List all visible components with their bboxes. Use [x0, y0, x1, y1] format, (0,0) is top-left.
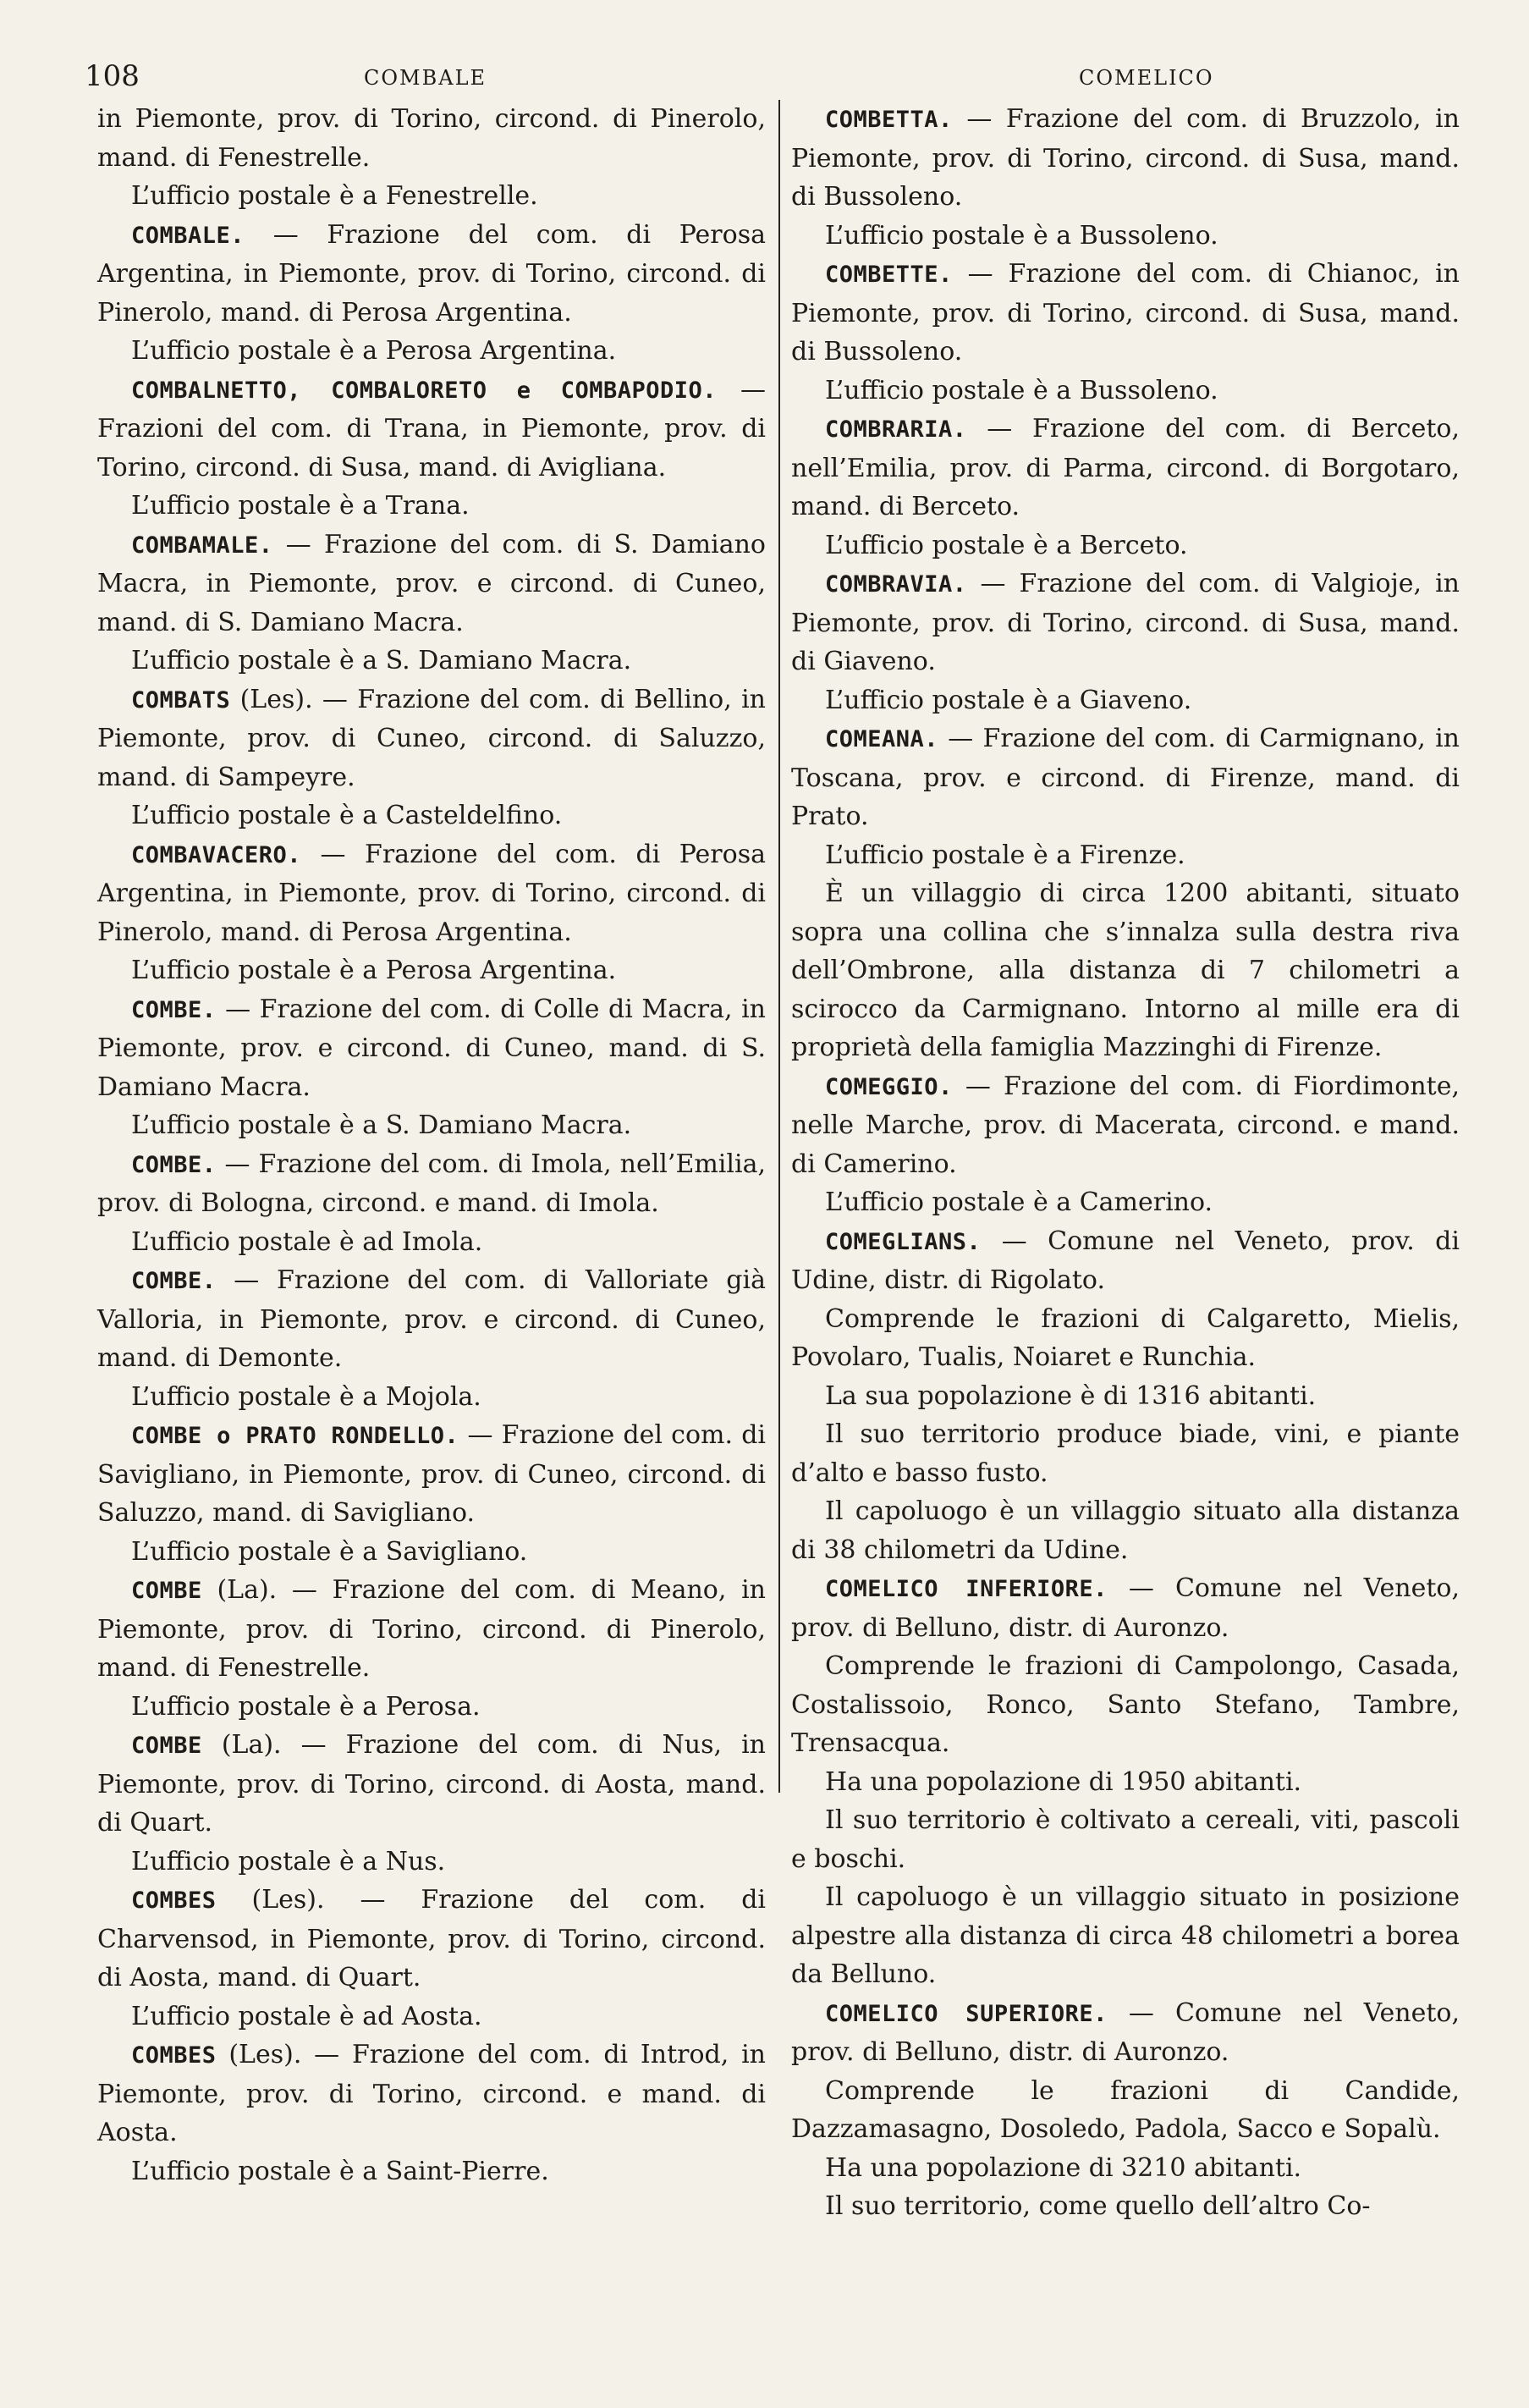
entry-note: L’ufficio postale è a Savigliano.: [131, 1536, 528, 1567]
entry-note: L’ufficio postale è a S. Damiano Macra.: [131, 646, 632, 675]
entry-headword: COMBES: [131, 2042, 217, 2069]
entry-body: [97, 1416, 766, 1533]
entry-description: (Les). — Frazione del com. di Introd, in Piemonte, prov. di Torino, circond. e mand. di Aosta.: [97, 2040, 766, 2147]
entry-body: [97, 526, 766, 642]
gazetteer-entry: [791, 1222, 1460, 1570]
entry-description: — Frazioni del com. di Trana, in Piemonte, prov. di Torino, circond. di Susa, mand. di Avigliana.: [97, 374, 766, 482]
left-running-title: COMBALE: [364, 66, 487, 90]
right-column: [791, 100, 1460, 2226]
entry-note: Il suo territorio produce biade, vini, e piante d’alto e basso fusto.: [791, 1419, 1460, 1488]
entry-note: L’ufficio postale è a Bussoleno.: [825, 375, 1218, 405]
entry-description: (Les). — Frazione del com. di Bellino, in Piemonte, prov. di Cuneo, circond. di Saluzzo, mand. di Sampeyre.: [97, 684, 766, 792]
entry-note: Il suo territorio, come quello dell’altro Co-: [825, 2191, 1371, 2221]
entry-description: — Frazione del com. di Valgioje, in Piemonte, prov. di Torino, circond. di Susa, mand. di Giaveno.: [791, 569, 1460, 676]
entry-headword: COMBE.: [131, 996, 217, 1023]
gazetteer-entry: [97, 1261, 766, 1416]
gazetteer-entry: [97, 1145, 766, 1262]
entry-body: [791, 1994, 1460, 2072]
entry-headword: COMEGLIANS.: [825, 1228, 982, 1255]
entry-note: È un villaggio di circa 1200 abitanti, situato sopra una collina che s’innalza sulla destra riva dell’Ombrone, alla distanza di 7 chilometri a scirocco da Carmignano. Intorno al mille era di proprietà della famiglia Mazzinghi di Firenze.: [791, 879, 1460, 1062]
entry-description: — Comune nel Veneto, prov. di Belluno, distr. di Auronzo.: [791, 1997, 1460, 2067]
entry-body: [791, 565, 1460, 681]
entry-body: [97, 835, 766, 952]
gazetteer-entry: [791, 255, 1460, 410]
entry-body: [791, 255, 1460, 372]
entry-description: — Frazione del com. di Carmignano, in Toscana, prov. e circond. di Firenze, mand. di Prato.: [791, 724, 1460, 831]
gazetteer-entry: [97, 681, 766, 835]
entry-headword: COMELICO SUPERIORE.: [825, 2000, 1108, 2027]
entry-description: (La). — Frazione del com. di Nus, in Piemonte, prov. di Torino, circond. di Aosta, mand. di Quart.: [97, 1730, 766, 1838]
entry-headword: COMBETTE.: [825, 262, 953, 288]
entry-body: [97, 990, 766, 1107]
entry-note: Il suo territorio è coltivato a cereali, viti, pascoli e boschi.: [791, 1805, 1460, 1874]
entry-headword: COMBAVACERO.: [131, 841, 302, 868]
entry-note: L’ufficio postale è a S. Damiano Macra.: [131, 1110, 632, 1140]
entry-note: L’ufficio postale è a Perosa.: [131, 1691, 481, 1722]
entry-body: [791, 1067, 1460, 1184]
entry-headword: COMBRARIA.: [825, 416, 967, 443]
gazetteer-entry: [97, 990, 766, 1145]
entry-body: [97, 100, 766, 177]
entry-body: [97, 681, 766, 797]
right-running-title: COMELICO: [1079, 66, 1214, 90]
entry-note: Il capoluogo è un villaggio situato alla distanza di 38 chilometri da Udine.: [791, 1496, 1460, 1565]
gazetteer-entry: [97, 1571, 766, 1726]
entry-description: — Frazione del com. di Colle di Macra, in Piemonte, prov. e circond. di Cuneo, mand. di S. Damiano Macra.: [97, 994, 766, 1102]
left-column: [97, 100, 766, 2190]
entry-headword: COMBE.: [131, 1151, 217, 1178]
gazetteer-entry: [791, 565, 1460, 719]
entry-body: [97, 1261, 766, 1378]
entry-note: L’ufficio postale è a Trana.: [131, 491, 470, 521]
entry-note: L’ufficio postale è a Mojola.: [131, 1381, 481, 1412]
entry-note: L’ufficio postale è a Firenze.: [825, 840, 1185, 870]
gazetteer-entry: [791, 1994, 1460, 2226]
entry-note: Comprende le frazioni di Candide, Dazzamasagno, Dosoledo, Padola, Sacco e Sopalù.: [791, 2075, 1460, 2144]
entry-note: L’ufficio postale è a Perosa Argentina.: [131, 336, 617, 366]
gazetteer-entry: [791, 1569, 1460, 1994]
entry-headword: COMELICO INFERIORE.: [825, 1576, 1108, 1602]
entry-note: L’ufficio postale è a Camerino.: [825, 1187, 1213, 1217]
entry-body: [791, 719, 1460, 836]
gazetteer-entry: [97, 1726, 766, 1881]
entry-headword: COMEANA.: [825, 726, 939, 752]
entry-note: L’ufficio postale è a Berceto.: [825, 530, 1188, 560]
entry-body: [791, 1569, 1460, 1647]
entry-headword: COMBALNETTO, COMBALORETO e COMBAPODIO.: [131, 377, 718, 404]
entry-headword: COMBE o PRATO RONDELLO.: [131, 1423, 459, 1449]
gazetteer-entry: [791, 100, 1460, 255]
entry-description: (La). — Frazione del com. di Meano, in Piemonte, prov. di Torino, circond. di Pinerolo, mand. di Fenestrelle.: [97, 1575, 766, 1683]
entry-description: — Frazione del com. di Berceto, nell’Emilia, prov. di Parma, circond. di Borgotaro, mand. di Berceto.: [791, 414, 1460, 521]
entry-headword: COMBE.: [131, 1268, 217, 1294]
entry-note: L’ufficio postale è a Nus.: [131, 1846, 446, 1876]
entry-note: Comprende le frazioni di Calgaretto, Mielis, Povolaro, Tualis, Noiaret e Runchia.: [791, 1303, 1460, 1372]
gazetteer-entry: [791, 1067, 1460, 1222]
entry-note: L’ufficio postale è a Giaveno.: [825, 685, 1192, 715]
entry-description: — Frazione del com. di Perosa Argentina, in Piemonte, prov. di Torino, circond. di Pinerolo, mand. di Perosa Argentina.: [97, 839, 766, 947]
gazetteer-entry: [97, 835, 766, 990]
entry-description: in Piemonte, prov. di Torino, circond. di Pinerolo, mand. di Fenestrelle.: [97, 104, 766, 173]
gazetteer-entry: [791, 719, 1460, 1067]
entry-body: [97, 1881, 766, 1997]
entry-description: — Frazione del com. di Valloriate già Valloria, in Piemonte, prov. e circond. di Cuneo, mand. di Demonte.: [97, 1265, 766, 1373]
entry-body: [97, 371, 766, 488]
gazetteer-entry: [791, 410, 1460, 565]
entry-body: [97, 1145, 766, 1223]
column-divider: [778, 100, 780, 1793]
entry-headword: COMBETTA.: [825, 107, 953, 133]
entry-headword: COMBE: [131, 1733, 202, 1759]
entry-note: L’ufficio postale è a Fenestrelle.: [131, 181, 538, 211]
entry-note: Il capoluogo è un villaggio situato in posizione alpestre alla distanza di circa 48 chilometri a borea da Belluno.: [791, 1882, 1460, 1989]
entry-body: [97, 2036, 766, 2152]
entry-note: Ha una popolazione di 1950 abitanti.: [825, 1766, 1302, 1797]
entry-note: L’ufficio postale è a Saint-Pierre.: [131, 2156, 549, 2186]
entry-note: L’ufficio postale è ad Aosta.: [131, 2001, 482, 2031]
page-number: 108: [85, 59, 140, 93]
entry-note: Comprende le frazioni di Campolongo, Casada, Costalissoio, Ronco, Santo Stefano, Tambre, Trensacqua.: [791, 1651, 1460, 1758]
entry-headword: COMBE: [131, 1578, 202, 1604]
entry-body: [97, 216, 766, 333]
gazetteer-entry: [97, 1416, 766, 1571]
gazetteer-entry: [97, 216, 766, 371]
gazetteer-entry: [97, 371, 766, 526]
entry-note: Ha una popolazione di 3210 abitanti.: [825, 2152, 1302, 2183]
entry-body: [97, 1726, 766, 1843]
entry-note: L’ufficio postale è ad Imola.: [131, 1226, 483, 1257]
entry-body: [791, 100, 1460, 217]
entry-description: — Frazione del com. di Bruzzolo, in Piemonte, prov. di Torino, circond. di Susa, mand. di Bussoleno.: [791, 104, 1460, 212]
entry-body: [97, 1571, 766, 1688]
entry-note: L’ufficio postale è a Perosa Argentina.: [131, 956, 617, 985]
entry-headword: COMEGGIO.: [825, 1073, 953, 1100]
entry-description: — Frazione del com. di Perosa Argentina, in Piemonte, prov. di Torino, circond. di Pinerolo, mand. di Perosa Argentina.: [97, 219, 766, 328]
entry-description: — Frazione del com. di Imola, nell’Emilia, prov. di Bologna, circond. e mand. di Imola.: [97, 1149, 766, 1218]
entry-description: — Frazione del com. di Chianoc, in Piemonte, prov. di Torino, circond. di Susa, mand. di Bussoleno.: [791, 259, 1460, 366]
entry-headword: COMBATS: [131, 686, 231, 714]
entry-note: L’ufficio postale è a Casteldelfino.: [131, 801, 563, 830]
entry-description: — Frazione del com. di Fiordimonte, nelle Marche, prov. di Macerata, circond. e mand. di Camerino.: [791, 1071, 1460, 1179]
running-header: [0, 59, 1529, 102]
entry-description: — Frazione del com. di S. Damiano Macra, in Piemonte, prov. e circond. di Cuneo, mand. di S. Damiano Macra.: [97, 529, 766, 637]
entry-headword: COMBES: [131, 1887, 217, 1914]
entry-headword: COMBALE.: [131, 222, 245, 249]
entry-body: [791, 1222, 1460, 1300]
entry-headword: COMBAMALE.: [131, 532, 273, 559]
entry-description: — Comune nel Veneto, prov. di Udine, distr. di Rigolato.: [791, 1226, 1460, 1295]
entry-note: La sua popolazione è di 1316 abitanti.: [825, 1380, 1317, 1411]
gazetteer-entry: [97, 100, 766, 216]
gazetteer-entry: [97, 526, 766, 681]
gazetteer-entry: [97, 1881, 766, 2036]
gazetteer-entry: [97, 2036, 766, 2190]
entry-headword: COMBRAVIA.: [825, 571, 967, 598]
entry-body: [791, 410, 1460, 526]
entry-description: — Frazione del com. di Savigliano, in Piemonte, prov. di Cuneo, circond. di Saluzzo, mand. di Savigliano.: [97, 1420, 766, 1528]
entry-note: L’ufficio postale è a Bussoleno.: [825, 220, 1218, 251]
entry-description: (Les). — Frazione del com. di Charvensod, in Piemonte, prov. di Torino, circond. di Aosta, mand. di Quart.: [97, 1885, 766, 1992]
entry-description: — Comune nel Veneto, prov. di Belluno, distr. di Auronzo.: [791, 1573, 1460, 1643]
